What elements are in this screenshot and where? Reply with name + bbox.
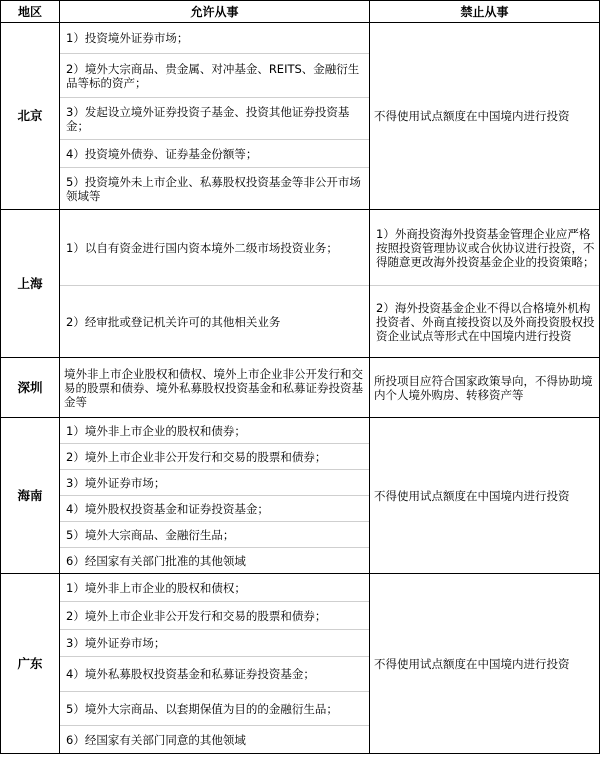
header-forbidden: 禁止从事 — [370, 1, 600, 23]
forbidden-list — [370, 210, 600, 358]
list-item: 6）经国家有关部门同意的其他领域 — [66, 732, 246, 747]
list-item: 2）境外上市企业非公开发行和交易的股票和债券； — [60, 602, 369, 630]
forbidden-cell: 不得使用试点额度在中国境内进行投资 — [370, 574, 600, 754]
list-item: 4）境外股权投资基金和证券投资基金； — [60, 496, 369, 522]
list-item: 5）投资境外未上市企业、私募股权投资基金等非公开市场领域等 — [66, 174, 361, 203]
header-allowed: 允许从事 — [60, 1, 370, 23]
list-item: 1）投资境外证券市场； — [60, 23, 369, 54]
list-item: 2）境外上市企业非公开发行和交易的股票和债券； — [60, 444, 369, 470]
allowed-list — [60, 23, 370, 210]
region-cell: 海南 — [1, 418, 60, 574]
list-item: 3）境外证券市场； — [60, 470, 369, 496]
forbidden-cell: 不得使用试点额度在中国境内进行投资 — [370, 418, 600, 574]
region-cell: 上海 — [1, 210, 60, 358]
table-row — [1, 210, 600, 358]
table-row — [1, 358, 600, 418]
table-row — [1, 23, 600, 210]
table-row — [1, 418, 600, 574]
header-region: 地区 — [1, 1, 60, 23]
list-item: 1）外商投资海外投资基金管理企业应严格按照投资管理协议或合伙协议进行投资，不得随意更改海外投资基金企业的投资策略； — [370, 210, 599, 286]
list-item: 2）经审批或登记机关许可的其他相关业务 — [66, 314, 281, 329]
forbidden-cell: 所投项目应符合国家政策导向，不得协助境内个人境外购房、转移资产等 — [370, 358, 600, 418]
list-item: 4）境外私募股权投资基金和私募证券投资基金； — [60, 657, 369, 692]
allowed-list — [60, 574, 370, 754]
list-item: 3）发起设立境外证券投资子基金、投资其他证券投资基金； — [60, 98, 369, 140]
list-item: 1）以自有资金进行国内资本境外二级市场投资业务； — [60, 210, 369, 286]
list-item: 1）境外非上市企业的股权和债权； — [60, 574, 369, 602]
list-item: 5）境外大宗商品、以套期保值为目的的金融衍生品； — [60, 692, 369, 726]
allowed-list — [60, 210, 370, 358]
list-item: 3）境外证券市场； — [60, 630, 369, 657]
list-item: 4）投资境外债券、证券基金份额等； — [60, 140, 369, 168]
header-row — [1, 1, 600, 23]
region-cell: 北京 — [1, 23, 60, 210]
allowed-cell: 境外非上市企业股权和债权、境外上市企业非公开发行和交易的股票和债券、境外私募股权投资基金和私募证券投资基金等 — [60, 358, 370, 418]
list-item: 2）海外投资基金企业不得以合格境外机构投资者、外商直接投资以及外商投资股权投资企业试点等形式在中国境内进行投资 — [376, 300, 595, 343]
allowed-list — [60, 418, 370, 574]
list-item: 1）境外非上市企业的股权和债券； — [60, 418, 369, 444]
region-cell: 广东 — [1, 574, 60, 754]
forbidden-cell: 不得使用试点额度在中国境内进行投资 — [370, 23, 600, 210]
region-cell: 深圳 — [1, 358, 60, 418]
list-item: 6）经国家有关部门批准的其他领域 — [66, 553, 246, 568]
table-row — [1, 574, 600, 754]
list-item: 5）境外大宗商品、金融衍生品； — [60, 522, 369, 548]
list-item: 2）境外大宗商品、贵金属、对冲基金、REITS、金融衍生品等标的资产； — [60, 54, 369, 98]
